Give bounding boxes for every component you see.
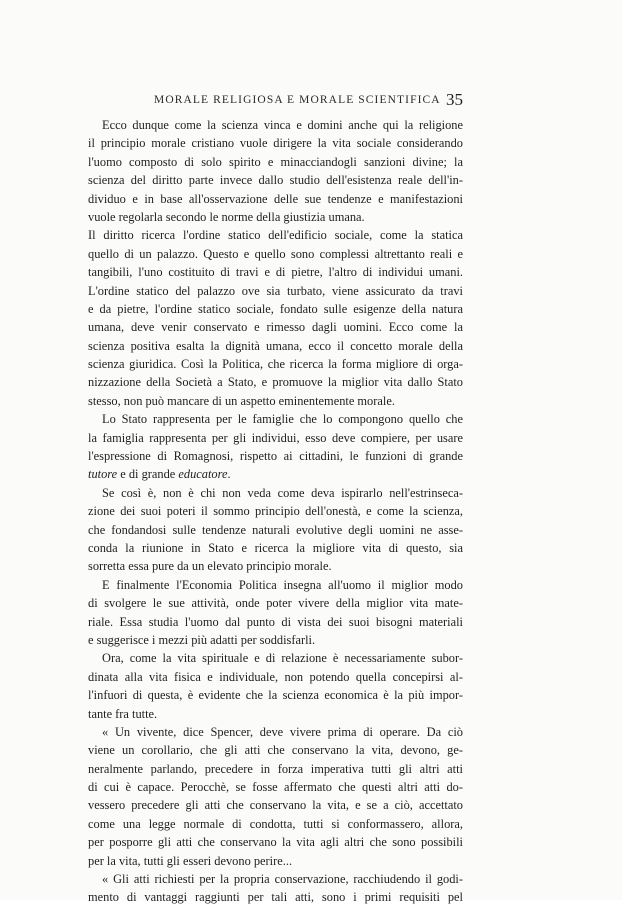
page-number: 35 bbox=[446, 90, 463, 109]
text-line: « Gli atti richiesti per la propria conservazione, racchiudendo il godi- bbox=[102, 872, 463, 887]
text-line: di svolgere le sue attività, onde poter vivere della miglior vita mate- bbox=[88, 596, 463, 611]
text-line: « Un vivente, dice Spencer, deve vivere prima di operare. Da ciò bbox=[102, 724, 463, 739]
text-fragment: e di grande bbox=[120, 467, 179, 482]
body-text bbox=[88, 116, 463, 907]
text-line: stesso, non può mancare di un aspetto eminentemente morale. bbox=[88, 393, 395, 408]
text-line: zione dei suoi poteri il sommo principio dell'onestà, e come la scienza, bbox=[88, 504, 463, 519]
text-line: vessero precedere gli atti che conservano la vita, e se a ciò, accettato bbox=[88, 798, 463, 813]
text-line: riale. Essa studia l'uomo dal punto di vista dei suoi bisogni materiali bbox=[88, 614, 463, 629]
text-line: scienza del diritto parte invece dallo studio dell'esistenza reale dell'in- bbox=[88, 173, 463, 188]
text-line: vuole regolarla secondo le norme della giustizia umana. bbox=[88, 209, 365, 224]
text-line: e suggerisce i mezzi più adatti per soddisfarli. bbox=[88, 632, 316, 647]
text-line: la famiglia rappresenta per gli individui, esso deve compiere, per usare bbox=[88, 430, 463, 445]
text-line: dinata alla vita fisica e individuale, non potendo quella concepirsi al- bbox=[88, 669, 463, 684]
text-fragment: . bbox=[227, 467, 231, 482]
text-line: Ecco dunque come la scienza vinca e domini anche qui la religione bbox=[102, 118, 463, 132]
text-line: sorretta essa pure da un elevato principio morale. bbox=[88, 559, 332, 574]
text-line: scienza giuridica. Così la Politica, che ricerca la forma migliore di orga- bbox=[88, 357, 463, 372]
text-line: Il diritto ricerca l'ordine statico dell'edificio sociale, come la statica bbox=[88, 228, 463, 243]
text-line: mento di vantaggi raggiunti per tali atti, sono i primi requisiti pel bbox=[88, 890, 463, 905]
text-line: nizzazione della Società a Stato, e promuove la miglior vita dallo Stato bbox=[88, 375, 463, 390]
text-line: l'uomo composto di solo spirito e minacciandogli sanzioni divine; la bbox=[88, 154, 463, 169]
text-line-italic bbox=[88, 465, 463, 483]
text-line: tangibili, l'uno costituito di travi e di pietre, l'altro di individui umani. bbox=[88, 265, 463, 280]
text-line: umana, deve venir conservato e rimesso dagli uomini. Ecco come la bbox=[88, 320, 463, 335]
text-line: per la vita, tutti gli esseri devono perire... bbox=[88, 853, 293, 868]
text-line: per posporre gli atti che conservano la vita agli altri che sono possibili bbox=[88, 835, 463, 850]
text-line: l'espressione di Romagnosi, rispetto ai cittadini, le funzioni di grande bbox=[88, 449, 463, 464]
text-line: e da pietre, l'ordine statico sociale, fondato sulle esigenze della natura bbox=[88, 301, 463, 316]
text-line: come una legge normale di condotta, tutti si conformassero, allora, bbox=[88, 816, 463, 831]
text-line: E finalmente l'Economia Politica insegna all'uomo il miglior modo bbox=[102, 577, 463, 592]
text-line: scienza positiva esalta la dignità umana, ecco il concetto morale della bbox=[88, 338, 463, 353]
text-line: il principio morale cristiano vuole dirigere la vita sociale considerando bbox=[88, 136, 463, 151]
text-line: l'infuori di questa, è evidente che la scienza economica è la più impor- bbox=[88, 688, 463, 703]
text-line: viene un corollario, che gli atti che conservano la vita, devono, ge- bbox=[88, 743, 463, 758]
text-line: Lo Stato rappresenta per le famiglie che lo compongono quello che bbox=[102, 412, 463, 427]
text-line: dividuo e in base all'osservazione delle sue tendenze e manifestazioni bbox=[88, 191, 463, 206]
text-line: neralmente parlando, precedere in forza imperativa tutti gli altri atti bbox=[88, 761, 463, 776]
page-header bbox=[88, 92, 463, 112]
italic-word-tutore: tutore bbox=[88, 467, 118, 482]
text-line: di cui è capace. Perocchè, se fosse affermato che questi altri atti do- bbox=[88, 780, 463, 795]
running-head: MORALE RELIGIOSA E MORALE SCIENTIFICA bbox=[154, 94, 441, 106]
italic-word-educatore: educatore bbox=[178, 467, 228, 482]
text-line: L'ordine statico del palazzo ove sia turbato, viene assicurato da travi bbox=[88, 283, 463, 298]
text-line: quello di un palazzo. Questo e quello sono complessi altrettanto reali e bbox=[88, 246, 463, 261]
text-line: Ora, come la vita spirituale e di relazione è necessariamente subor- bbox=[102, 651, 463, 666]
text-line: Se così è, non è chi non veda come deva ispirarlo nell'estrinseca- bbox=[102, 485, 463, 500]
text-line: conda la riunione in Stato e ricerca la migliore vita di questo, sia bbox=[88, 540, 463, 555]
text-line: tante fra tutte. bbox=[88, 706, 158, 721]
text-line: che fondandosi sulle tendenze naturali evolutive degli uomini ne asse- bbox=[88, 522, 463, 537]
